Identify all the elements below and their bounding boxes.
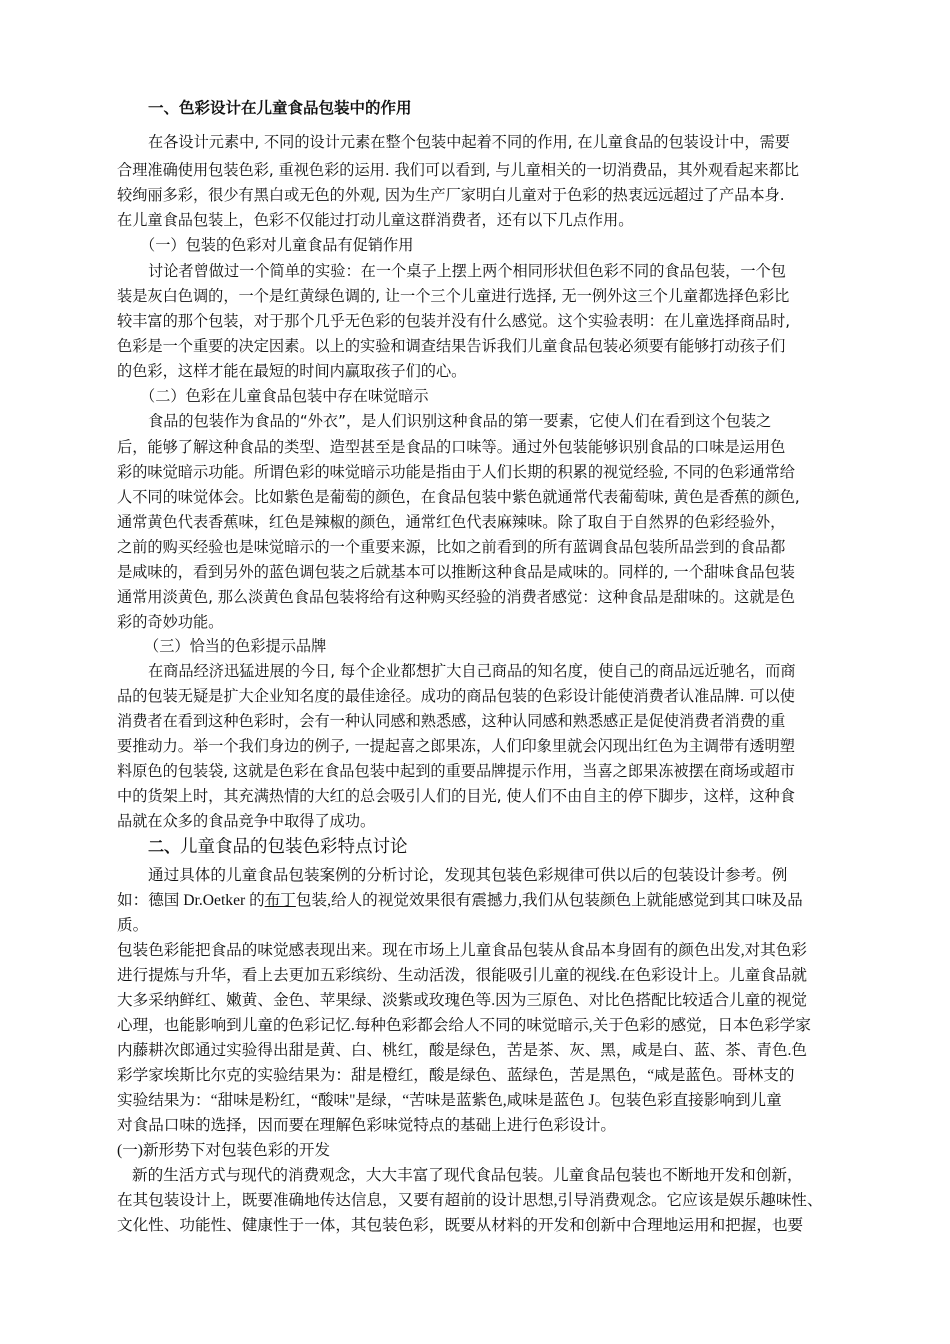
paragraph-line: 较绚丽多彩，很少有黑白或无色的外观, 因为生产厂家明白儿童对于色彩的热衷远远超过了产品本身. [117, 186, 785, 204]
paragraph-line: 食品的包装作为食品的“外衣”，是人们识别这种食品的第一要素，它使人们在看到这个包装之 [148, 412, 772, 430]
paragraph-line: 彩的奇妙功能。 [117, 613, 224, 631]
paragraph-line: 品就在众多的食品竞争中取得了成功。 [117, 812, 376, 830]
paragraph-line: 大多采纳鲜红、嫩黄、金色、苹果绿、淡紫或玫瑰色等.因为三原色、对比色搭配比较适合儿童的视觉 [117, 992, 808, 1009]
subsection-heading: （一）包装的色彩对儿童食品有促销作用 [140, 236, 414, 254]
paragraph-line: 要推动力。举一个我们身边的例子, 一提起喜之郎果冻，人们印象里就会闪现出红色为主调带有透明塑 [117, 737, 795, 755]
paragraph-line: 合理准确使用包装色彩, 重视色彩的运用. 我们可以看到, 与儿童相关的一切消费品，其外观看起来都比 [117, 161, 800, 179]
paragraph-line: 通常黄色代表香蕉味，红色是辣椒的颜色，通常红色代表麻辣味。除了取自于自然界的色彩经验外， [117, 513, 786, 531]
paragraph-line: 内藤耕次郎通过实验得出甜是黄、白、桃红，酸是绿色，苦是茶、灰、黑，咸是白、蓝、茶、青色.色 [117, 1042, 808, 1059]
paragraph-line: 是咸味的，看到另外的蓝色调包装之后就基本可以推断这种食品是咸味的。同样的, 一个甜味食品包装 [117, 563, 795, 581]
paragraph-line: 新的生活方式与现代的消费观念，大大丰富了现代食品包装。儿童食品包装也不断地开发和创新， [132, 1167, 803, 1184]
paragraph-line: 讨论者曾做过一个简单的实验：在一个桌子上摆上两个相同形状但色彩不同的食品包装，一个包 [148, 262, 786, 280]
paragraph-line: 色彩是一个重要的决定因素。以上的实验和调查结果告诉我们儿童食品包装必须要有能够打动孩子们 [117, 337, 786, 355]
subsection-heading: （三）恰当的色彩提示品牌 [144, 637, 327, 655]
paragraph-line: 包装色彩能把食品的味觉感表现出来。现在市场上儿童食品包装从食品本身固有的颜色出发,对其色彩 [117, 942, 808, 959]
section-heading: 一、色彩设计在儿童食品包装中的作用 [148, 99, 412, 117]
paragraph-line: 后，能够了解这种食品的类型、造型甚至是食品的口味等。通过外包装能够识别食品的口味是运用色 [117, 438, 786, 456]
paragraph-line: 在其包装设计上，既要准确地传达信息，又要有超前的设计思想,引导消费观念。它应该是娱乐趣味性、 [117, 1192, 823, 1209]
section-heading [148, 834, 408, 858]
text-span: 如：德国 Dr.Oetker 的 [117, 892, 265, 909]
paragraph-line: 的色彩，这样才能在最短的时间内赢取孩子们的心。 [117, 362, 467, 380]
subsection-heading: (一)新形势下对包装色彩的开发 [117, 1142, 331, 1159]
paragraph-line: 通常用淡黄色, 那么淡黄色食品包装将给有这种购买经验的消费者感觉：这种食品是甜味的。这就是色 [117, 588, 795, 606]
section-heading-number: 二、 [148, 837, 181, 856]
paragraph-line: 彩的味觉暗示功能。所谓色彩的味觉暗示功能是指由于人们长期的积累的视觉经验, 不同的色彩通常给 [117, 463, 795, 481]
pudding-link[interactable]: 布丁 [264, 892, 296, 909]
paragraph-line: 在儿童食品包装上，色彩不仅能过打动儿童这群消费者，还有以下几点作用。 [117, 211, 634, 229]
paragraph-line: 装是灰白色调的，一个是红黄绿色调的, 让一个三个儿童进行选择, 无一例外这三个儿童都选择色彩比 [117, 287, 790, 305]
paragraph-line: 品的包装无疑是扩大企业知名度的最佳途径。成功的商品包装的色彩设计能使消费者认准品牌. 可以使 [117, 687, 795, 705]
paragraph-line: 彩学家埃斯比尔克的实验结果为：甜是橙红，酸是绿色、蓝绿色，苦是黑色，“咸是蓝色。哥林支的 [117, 1067, 795, 1084]
subsection-heading: （二）色彩在儿童食品包装中存在味觉暗示 [140, 387, 429, 405]
paragraph-line: 在商品经济迅猛进展的今日, 每个企业都想扩大自己商品的知名度，使自己的商品远近驰名，而商 [148, 662, 796, 680]
paragraph-line: 之前的购买经验也是味觉暗示的一个重要来源，比如之前看到的所有蓝调食品包装所品尝到的食品都 [117, 538, 786, 556]
paragraph-line: 对食品口味的选择，因而要在理解色彩味觉特点的基础上进行色彩设计。 [117, 1117, 617, 1134]
paragraph-line: 人不同的味觉体会。比如紫色是葡萄的颜色，在食品包装中紫色就通常代表葡萄味, 黄色是香蕉的颜色, [117, 488, 800, 506]
paragraph-line: 质。 [117, 917, 149, 934]
paragraph-line [117, 889, 803, 913]
paragraph-line: 中的货架上时，其充满热情的大红的总会吸引人们的目光, 使人们不由自主的停下脚步，这样，这种食 [117, 787, 795, 805]
section-heading-text: 儿童食品的包装色彩特点讨论 [180, 836, 408, 856]
paragraph-line: 较丰富的那个包装，对于那个几乎无色彩的包装并没有什么感觉。这个实验表明：在儿童选择商品时, [117, 312, 791, 330]
paragraph-line: 料原色的包装袋, 这就是色彩在食品包装中起到的重要品牌提示作用，当喜之郎果冻被摆在商场或超市 [117, 762, 795, 780]
paragraph-line: 进行提炼与升华，看上去更加五彩缤纷、生动活泼，很能吸引儿童的视线.在色彩设计上。儿童食品就 [117, 967, 808, 984]
paragraph-line: 心理，也能影响到儿童的色彩记忆.每种色彩都会给人不同的味觉暗示,关于色彩的感觉，日本色彩学家 [117, 1017, 811, 1034]
paragraph-line: 在各设计元素中, 不同的设计元素在整个包装中起着不同的作用, 在儿童食品的包装设计中，需要 [148, 133, 790, 151]
paragraph-line: 通过具体的儿童食品包装案例的分析讨论，发现其包装色彩规律可供以后的包装设计参考。例 [148, 867, 788, 884]
text-span: 包装,给人的视觉效果很有震撼力,我们从包装颜色上就能感觉到其口味及品 [295, 892, 803, 909]
paragraph-line: 文化性、功能性、健康性于一体，其包装色彩，既要从材料的开发和创新中合理地运用和把握，也要 [117, 1217, 804, 1234]
paragraph-line: 消费者在看到这种色彩时，会有一种认同感和熟悉感，这种认同感和熟悉感正是促使消费者消费的重 [117, 712, 786, 730]
paragraph-line: 实验结果为：“甜味是粉红，“酸味"是绿，“苦味是蓝紫色,咸味是蓝色 J。包装色彩直接影响到儿童 [117, 1092, 782, 1109]
